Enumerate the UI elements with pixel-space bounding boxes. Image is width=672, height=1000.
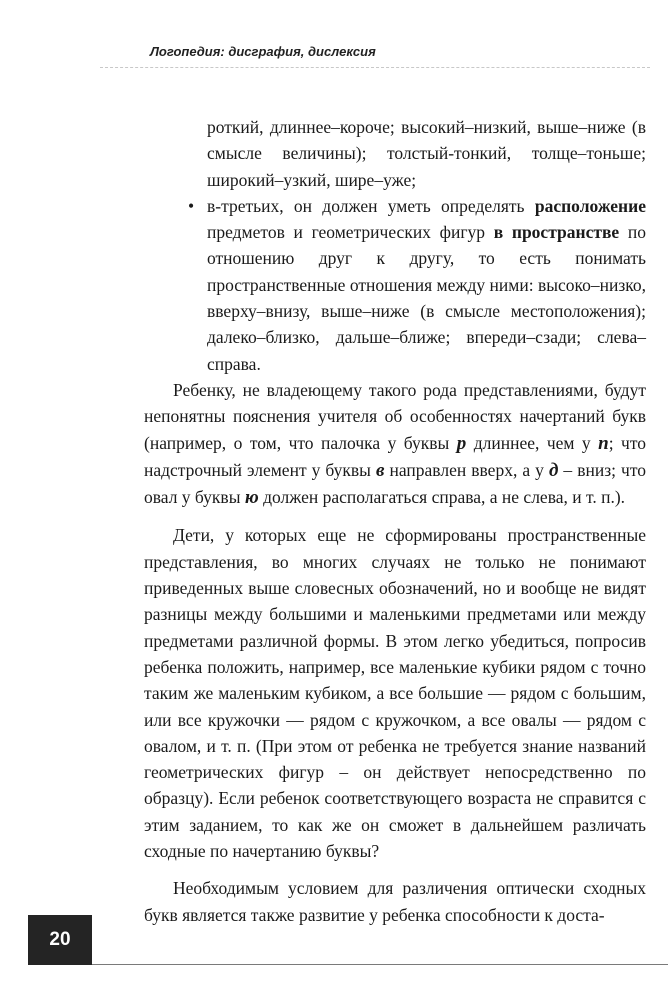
list-item-spatial: [144, 193, 646, 377]
handwritten-letter-d: д: [548, 459, 559, 481]
paragraph-text: ; что надстрочный элемент у буквы: [144, 432, 646, 480]
bold-term-space: в пространстве: [493, 222, 620, 243]
list-item-text: по отношению друг к другу, то есть понимать пространственные отношения между ними: высоко–низко, вверху–внизу, выше–ниже (в смысле местоположения); далеко–близко, дальше–ближе; впереди–сзади; слева–справа.: [207, 222, 646, 374]
list-item-text: в-третьих, он должен уметь определять: [207, 195, 535, 216]
handwritten-letter-v: в: [375, 459, 385, 481]
list-continuation: роткий, длиннее–короче; высокий–низкий, выше–ниже (в смысле величины); толстый-тонкий, толще–тоньше; широкий–узкий, шире–уже;: [207, 117, 646, 190]
paragraph-text: длиннее, чем у: [466, 432, 599, 453]
paragraph-letter-shapes: [144, 377, 646, 511]
handwritten-letter-r: р: [456, 432, 467, 454]
bullet-marker: •: [188, 195, 195, 216]
running-header: Логопедия: дисграфия, дислексия: [150, 44, 376, 59]
handwritten-letter-p: п: [598, 432, 609, 454]
paragraph-optical-similarity: Необходимым условием для различения оптически сходных букв является также развитие у ребенка способности к доста-: [144, 878, 646, 925]
paragraph-text: направлен вверх, а у: [384, 459, 549, 480]
body-text: [144, 114, 646, 928]
paragraph-text: – вниз; что овал у буквы: [144, 459, 646, 508]
footer-divider: [28, 964, 668, 965]
list-item-text: предметов и геометрических фигур: [207, 222, 494, 243]
page-number: 20: [28, 915, 92, 965]
bold-term-position: расположение: [534, 195, 646, 216]
handwritten-letter-yu: ю: [244, 487, 259, 509]
paragraph-text: должен располагаться справа, а не слева, и т. п.).: [258, 487, 626, 508]
paragraph-text: Ребенку, не владеющему такого рода представлениями, будут непонятны пояснения учителя об особенностях начертаний букв (например, о том, что палочка у буквы: [144, 379, 646, 453]
header-divider: [100, 67, 650, 68]
paragraph-spatial-representations: Дети, у которых еще не сформированы пространственные представления, во многих случаях не только не понимают приведенных выше словесных обозначений, но и вообще не видят разницы между большими и маленькими предметами или между предметами различной формы. В этом легко убедиться, попросив ребенка положить, например, все маленькие кубики рядом с точно таким же маленьким кубиком, а все большие — рядом с большим, или все кружочки — рядом с кружочком, а все овалы — рядом с овалом, и т. п. (При этом от ребенка не требуется знание названий геометрических фигур – он действует непосредственно по образцу). Если ребенок соответствующего возраста не справится с этим заданием, то как же он сможет в дальнейшем различать сходные по начертанию буквы?: [144, 525, 646, 862]
